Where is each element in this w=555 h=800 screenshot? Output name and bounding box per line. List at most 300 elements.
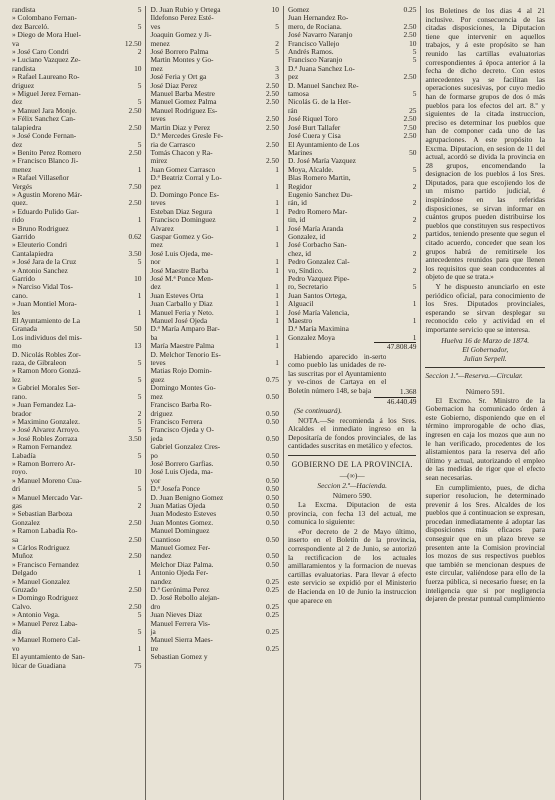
list-item xyxy=(150,73,278,81)
subscriber-name: Juan Carballo y Diaz xyxy=(150,300,213,309)
total-amount: 46.440.49 xyxy=(374,397,416,406)
list-item xyxy=(12,653,141,661)
subscriber-name: tin, id xyxy=(287,216,306,225)
subscriber-name: jeda xyxy=(150,434,163,443)
list-item xyxy=(12,40,141,48)
list-item xyxy=(288,208,416,216)
subscription-amount: 5 xyxy=(137,374,142,384)
subscriber-name: D.ª María Maximina xyxy=(287,325,349,334)
list-item xyxy=(12,23,141,31)
list-item xyxy=(150,225,278,233)
subscriber-name: José María Aranda xyxy=(287,224,344,233)
subscription-amount: 2 xyxy=(412,181,417,191)
list-item xyxy=(12,620,141,628)
subscription-amount: 5 xyxy=(137,80,142,90)
subscriber-name: menez xyxy=(12,165,32,174)
list-item xyxy=(12,292,141,300)
subscription-amount: 1 xyxy=(275,198,279,208)
list-item xyxy=(150,283,278,291)
subscriber-name: » José Alvarez Arroyo. xyxy=(12,426,80,435)
subscriber-name: Pedro Vazquez Pipe- xyxy=(287,275,350,283)
subscriber-name: Martin Diaz y Perez xyxy=(150,123,211,132)
subscription-amount: 1 xyxy=(275,206,279,216)
list-item xyxy=(150,250,278,258)
subscriber-name: Sebastian Gomez y xyxy=(150,653,208,662)
list-item xyxy=(12,443,141,451)
list-item xyxy=(150,149,278,157)
subtotal-amount: 47.808.49 xyxy=(374,342,416,351)
subscriber-name: Cantalapiedra xyxy=(12,249,54,258)
list-item xyxy=(12,325,141,333)
subscriber-name: El ayuntamiento de San- xyxy=(12,653,85,662)
list-item xyxy=(150,241,278,249)
list-item xyxy=(150,561,278,569)
list-item xyxy=(12,98,141,106)
list-item xyxy=(288,225,416,233)
subscriber-name: Maestro xyxy=(287,317,313,326)
subscription-amount: 0.50 xyxy=(266,517,279,527)
subscription-amount: 1 xyxy=(275,181,279,191)
list-item xyxy=(150,342,278,350)
subscription-amount: 2.50 xyxy=(266,80,279,90)
subscriber-name: Alguacil xyxy=(287,300,314,309)
list-item xyxy=(12,494,141,502)
subscriber-name: Joaquin Gomez y Ji- xyxy=(150,31,212,40)
subscriber-name: Manuel Ferrera Vis- xyxy=(150,619,211,628)
subscription-amount: 2 xyxy=(137,408,142,418)
list-item xyxy=(150,141,278,149)
list-item xyxy=(12,149,141,157)
nota-paragraph: NOTA.—Se recomienda á los Sres. Alcaldes el inmediato ingreso en la Depositaría de fondos provinciales, de las cantidades suscritas en metálico y efectos. xyxy=(287,415,417,451)
list-item xyxy=(150,544,278,552)
subscriber-name: D. José María Vazquez xyxy=(287,157,356,166)
list-item xyxy=(288,300,416,308)
list-item xyxy=(150,460,278,468)
list-item xyxy=(150,233,278,241)
list-item xyxy=(12,107,141,115)
subscriber-name: driguez xyxy=(150,409,173,418)
list-item xyxy=(288,233,416,241)
list-item xyxy=(12,502,141,510)
subscriber-name: Pedro Romero Mar- xyxy=(287,207,348,216)
list-item xyxy=(12,233,141,241)
list-item xyxy=(12,544,141,552)
list-item xyxy=(288,132,416,140)
list-item xyxy=(12,426,141,434)
subscriber-name: » José Jara de la Cruz xyxy=(12,258,77,267)
list-item xyxy=(288,149,416,157)
list-item xyxy=(150,208,278,216)
subscription-amount: 1 xyxy=(137,215,142,225)
list-item xyxy=(12,124,141,132)
subscriber-name: ja xyxy=(150,628,156,637)
list-item xyxy=(12,225,141,233)
subscriber-name: » Eduardo Pulido Gar- xyxy=(12,207,79,216)
subscription-amount: 2.50 xyxy=(403,131,417,141)
subscriber-name: » Colombano Fernan- xyxy=(12,14,77,23)
subscriber-name: Manuel Dominguez xyxy=(150,527,210,536)
subscriber-name: teves xyxy=(150,199,166,208)
list-item xyxy=(150,435,278,443)
list-item xyxy=(288,98,416,106)
subscription-amount: 10 xyxy=(271,6,279,14)
list-item xyxy=(288,48,416,56)
list-item xyxy=(12,317,141,325)
subscription-amount: 5 xyxy=(137,450,142,460)
list-item xyxy=(12,267,141,275)
subscriber-name: José Luis Ojeda, ma- xyxy=(150,468,213,477)
subscriber-name: D.ª Juana Sanchez Lo- xyxy=(287,64,355,73)
subscriber-name: cano. xyxy=(12,291,28,300)
subscription-amount: 2 xyxy=(412,265,417,275)
subscriber-name: Gomez xyxy=(287,6,310,14)
subscriber-name: » Francisco Blanco Ji- xyxy=(12,157,79,166)
subscriber-name: » Diego de Mora Huel- xyxy=(12,31,81,40)
subscription-amount: 2 xyxy=(275,38,279,48)
list-item xyxy=(12,452,141,460)
subscriber-name: chez, id xyxy=(287,249,311,258)
subscriber-name: José M.ª Ponce Men- xyxy=(150,275,214,283)
body-paragraph-5: El Excmo. Sr. Ministro de la Gobernacion ha comunicado órden á este Gobierno, disponiendo que en el término improrogable de ocho dias, ingresen en caja los mozos que aun no le han verificado, procedentes de los alistamientos para la reserva del año último y actual, autorizando el empleo de las medidas de rigor que el efecto sean necesarias. xyxy=(425,395,545,482)
list-item xyxy=(12,435,141,443)
subscriber-name: lúcar de Guadiana xyxy=(12,661,66,670)
subscription-amount: 0.50 xyxy=(266,500,279,510)
list-item xyxy=(12,90,141,98)
subscription-amount: 5 xyxy=(137,627,142,637)
subscription-amount: 5 xyxy=(412,89,417,99)
subscription-amount: 2.50 xyxy=(128,551,142,561)
subscriber-name: Manuel Feria y Neto. xyxy=(150,308,214,317)
subscriber-name: María Maestre Palma xyxy=(150,342,215,351)
list-item xyxy=(150,107,278,115)
subscription-amount: 1 xyxy=(275,282,279,292)
subscription-amount: 2.50 xyxy=(128,105,142,115)
list-item xyxy=(12,578,141,586)
list-item xyxy=(12,309,141,317)
subscription-amount: 7.50 xyxy=(403,122,417,132)
subscriber-name: dez Barceló. xyxy=(12,22,49,31)
subscriber-name: rán xyxy=(287,106,298,115)
section-divider-2 xyxy=(425,367,545,368)
subscriber-name: Los individuos del mis- xyxy=(12,333,83,342)
list-item xyxy=(150,367,278,375)
subscriber-name: » Luciano Vazquez Ze- xyxy=(12,56,81,65)
list-item xyxy=(12,157,141,165)
subscriber-name: Gabriel Gonzalez Cres- xyxy=(150,443,221,452)
list-item xyxy=(12,636,141,644)
subscriber-name: nandez xyxy=(150,577,172,586)
list-item xyxy=(12,73,141,81)
list-item xyxy=(288,14,416,22)
list-item xyxy=(150,65,278,73)
subscriber-name: Muñoz xyxy=(12,552,33,561)
subscription-amount: 0.25 xyxy=(266,601,279,611)
subscription-amount: 0.50 xyxy=(266,551,279,561)
subscriber-name: Regidor xyxy=(287,182,312,191)
subscriber-name: » Eleuterio Condri xyxy=(12,241,68,250)
subscription-amount: 2.50 xyxy=(403,21,417,31)
total-row xyxy=(288,397,416,406)
subscriber-name: El Ayuntamiento de Los xyxy=(287,140,360,149)
list-item xyxy=(150,90,278,98)
body-paragraph-1: La Excma. Diputacion de esta provincia, con fecha 13 del actual, me comunica lo siguiente: xyxy=(287,500,417,527)
subtotal-row xyxy=(288,342,416,351)
list-item xyxy=(12,6,141,14)
subscriber-name: tamosa xyxy=(287,90,309,99)
list-item xyxy=(150,552,278,560)
subscriber-name: » Manuel Moreno Cua- xyxy=(12,476,82,485)
subscriber-name: Delgado xyxy=(12,569,38,578)
list-item xyxy=(288,199,416,207)
subscriber-name: ba xyxy=(150,333,158,342)
subscriber-name: » Félix Sanchez Can- xyxy=(12,115,76,124)
column-4 xyxy=(420,6,549,800)
list-item xyxy=(288,283,416,291)
list-item xyxy=(12,31,141,39)
subscription-amount: 10 xyxy=(134,467,142,477)
column-2 xyxy=(145,6,282,800)
subscriber-name: José Luis Ojeda, me- xyxy=(150,249,213,258)
list-item xyxy=(12,552,141,560)
subscriber-name: José Maestre Barba xyxy=(150,266,209,275)
subscription-amount: 5 xyxy=(412,282,417,292)
list-item xyxy=(288,90,416,98)
subscription-amount: 3.50 xyxy=(128,248,142,258)
subscription-amount: 1 xyxy=(275,290,279,300)
subscriber-name: Garrido xyxy=(12,275,35,283)
subscriber-name: D. Melchor Tenorio Es- xyxy=(150,350,221,359)
list-item xyxy=(288,241,416,249)
subscription-amount: 1 xyxy=(275,341,279,351)
signature-title: El Gobernador, xyxy=(462,344,509,354)
list-item xyxy=(12,611,141,619)
subscription-amount: 2.50 xyxy=(266,97,279,107)
subscriber-name: Matias Rojo Domin- xyxy=(150,367,212,376)
subscriber-name: » Manuel Perez Laba- xyxy=(12,619,78,628)
subscription-amount: 5 xyxy=(137,257,142,267)
subscription-amount: 1 xyxy=(275,265,279,275)
list-item xyxy=(150,292,278,300)
subscriber-name: Francisco Dominguez xyxy=(150,216,216,225)
subscription-amount: 75 xyxy=(134,660,142,670)
subscriber-name: gas xyxy=(12,501,22,510)
continued-note: (Se continuará). xyxy=(293,406,342,416)
subscriber-name: Vergés xyxy=(12,182,32,191)
subscription-amount: 0.25 xyxy=(266,585,279,595)
list-item xyxy=(150,300,278,308)
subscription-amount: 2.50 xyxy=(128,534,142,544)
list-item xyxy=(150,418,278,426)
list-item xyxy=(150,510,278,518)
subscriber-name: día xyxy=(12,628,22,637)
list-item xyxy=(150,115,278,123)
subscriber-name: pez xyxy=(287,73,299,82)
subscriber-name: Manuel José Ojeda xyxy=(150,317,208,326)
list-item xyxy=(150,258,278,266)
subscriber-name: nor xyxy=(150,258,161,267)
subscriber-name: dri xyxy=(12,485,21,494)
section-heading: Seccion 2.ª—Hacienda. xyxy=(317,481,387,490)
list-item xyxy=(12,115,141,123)
subscriber-name: po xyxy=(150,451,158,460)
list-item xyxy=(12,410,141,418)
column-1 xyxy=(8,6,145,800)
list-item xyxy=(150,174,278,182)
subscriber-name: mez xyxy=(150,241,163,250)
subscriber-name: vo xyxy=(12,644,20,653)
signature-name: Julian Serpell. xyxy=(463,353,507,363)
subscriber-name: » Ramon Borrero Ar- xyxy=(12,459,76,468)
list-item xyxy=(12,141,141,149)
list-item xyxy=(12,48,141,56)
list-item xyxy=(150,494,278,502)
subscriber-name: José Diaz Perez xyxy=(150,81,198,90)
subscriber-name: » Narciso Vidal Tos- xyxy=(12,283,73,292)
subscriber-name: » José Robles Zorraza xyxy=(12,434,78,443)
list-item xyxy=(150,452,278,460)
subscriber-name: » José Caro Condri xyxy=(12,48,69,57)
subscription-amount: 0.50 xyxy=(266,484,279,494)
subscriber-name: Francisco Ferrera xyxy=(150,417,203,426)
list-item xyxy=(288,73,416,81)
subscriber-name: va xyxy=(12,39,19,48)
subscription-amount: 2 xyxy=(412,215,417,225)
subscriber-name: José María Valencia, xyxy=(287,308,350,317)
subscriber-name: José Cuera y Cisa xyxy=(287,132,341,141)
list-item xyxy=(12,174,141,182)
list-item xyxy=(12,65,141,73)
subscriber-name: ves xyxy=(150,22,161,31)
subscription-amount: 3 xyxy=(275,72,279,82)
list-item xyxy=(150,578,278,586)
subscription-amount: 0.25 xyxy=(266,643,279,653)
subscriber-name: El Ayuntamiento de La xyxy=(12,317,81,326)
subscription-amount: 5 xyxy=(137,416,142,426)
subscription-amount: 1 xyxy=(137,307,142,317)
subscriber-name: Gaspar Gomez y Go- xyxy=(150,232,214,241)
body-paragraph-3: los Boletines de los dias 4 al 21 inclusive. Por consecuencia de las citadas disposiciones, la Diputacion tiene que intervenir en aquellos trabajos, y á este propósito se han reunido las cartillas evaluatorias correspondientes á época anterior á la fecha de dicho decreto. Con estos antecedentes ya se facilitan las operaciones sucesivas, por cuyo medio han de formarse grupos de dos ó más pueblos para los efectos del art. 8.º y siguientes de la citada instruccion, preciso es determinar los pueblos que han de componer cada uno de las agrupaciones. A este propósito la Excma. Diputacion, en sesion de 11 del actual, acordó se divida la provincia en 28 grupos, encomendando la designacion de los pueblos á los Sres. Diputados, para que escojiendo los de un mismo partido judicial, é inspirándose en las referidas disposiciones, se sirvan informar en cuántos grupos pueden distribuirse los pueblos que constituyen sus respectivos partidos, teniendo presente que segun el citado acuerdo, conceder que sean los grupos habrá de remitirsele los antecedentes reunidos para que llenen los requisitos que sean conducentes al objeto de que se trata.» xyxy=(425,6,545,282)
subscriber-name: mero, de Rociana. xyxy=(287,22,342,31)
subscription-amount: 2 xyxy=(412,198,417,208)
list-item xyxy=(288,325,416,333)
list-item xyxy=(150,527,278,535)
list-item xyxy=(288,250,416,258)
body-paragraph-4: Y he dispuesto anunciarlo en este periódico oficial, para conocimiento de los Sres. Diputados provinciales, esperando se sirvan desplegar su reconocido celo y actividad en el importante servicio que se interesa. xyxy=(425,282,545,334)
subscriber-name: dez xyxy=(150,283,161,292)
subscription-amount: 2.50 xyxy=(266,89,279,99)
subscriber-name: » Ramon Moro Gonzá- xyxy=(12,367,81,376)
list-item xyxy=(150,48,278,56)
list-item xyxy=(288,124,416,132)
list-item xyxy=(150,519,278,527)
subscriber-name: quez. xyxy=(12,199,28,208)
list-item xyxy=(12,468,141,476)
list-item xyxy=(12,216,141,224)
subscriber-name: » Manuel Mercado Var- xyxy=(12,493,83,502)
subscriber-name: José Riquel Toro xyxy=(287,115,338,124)
list-item xyxy=(150,31,278,39)
subscription-amount: 0.25 xyxy=(266,576,279,586)
list-item xyxy=(150,325,278,333)
subscriber-name: Gonzalez, id xyxy=(287,232,326,241)
subscription-amount: 10 xyxy=(134,63,142,73)
subscription-amount: 1 xyxy=(137,290,142,300)
list-item xyxy=(12,401,141,409)
list-item xyxy=(150,611,278,619)
list-item xyxy=(12,477,141,485)
list-item xyxy=(12,662,141,670)
list-item xyxy=(288,191,416,199)
subscription-amount: 5 xyxy=(137,139,142,149)
list-item xyxy=(150,56,278,64)
list-item xyxy=(150,317,278,325)
subscriber-name: » Antonio Vega. xyxy=(12,611,60,620)
subscription-amount: 0.50 xyxy=(266,458,279,468)
subscriber-name: Granada xyxy=(12,325,38,334)
subscription-amount: 2.50 xyxy=(128,147,142,157)
subscriber-name: D. Juan Rubio y Ortega xyxy=(150,6,221,14)
document-number: Número 590. xyxy=(332,491,372,500)
list-item xyxy=(150,620,278,628)
list-item xyxy=(150,653,278,661)
subscription-amount: 5 xyxy=(412,55,417,65)
list-item xyxy=(12,359,141,367)
list-item xyxy=(12,393,141,401)
deduction-row xyxy=(288,352,416,397)
subscription-amount: 5 xyxy=(137,21,142,31)
subscriber-name: Melchor Diaz Palma. xyxy=(150,560,214,569)
subscriber-name: Martin Montes y Go- xyxy=(150,56,214,65)
subscriber-name: Juan Hernandez Ro- xyxy=(287,14,349,23)
list-item xyxy=(150,443,278,451)
subscription-amount: 0.50 xyxy=(266,408,279,418)
list-item xyxy=(150,216,278,224)
subscriber-name: D.ª Josefa Ponce xyxy=(150,485,200,494)
subscriber-name: » Manuel Romero Cal- xyxy=(12,636,81,645)
list-item xyxy=(12,376,141,384)
subscriber-name: Nicolás G. de la Her- xyxy=(287,98,351,107)
subscription-amount: 1 xyxy=(137,643,142,653)
subscriber-name: driguez xyxy=(12,81,35,90)
subscription-amount: 2.50 xyxy=(128,198,142,208)
list-item xyxy=(150,166,278,174)
list-item xyxy=(150,40,278,48)
list-item xyxy=(288,216,416,224)
subscription-amount: 5 xyxy=(137,425,142,435)
subscriber-name: Moya, Alcalde. xyxy=(287,165,334,174)
subscription-amount: 10 xyxy=(409,38,417,48)
list-item xyxy=(288,258,416,266)
subscription-amount: 2.50 xyxy=(266,139,279,149)
list-item xyxy=(288,334,416,342)
subscriber-name: dro xyxy=(150,602,161,611)
subscriber-name: Juan Montes Gomez. xyxy=(150,518,214,527)
subscriber-name: ria de Carrasco xyxy=(150,140,196,149)
subscriber-name: les xyxy=(12,308,21,317)
subscriber-name: Francisco Vallejo xyxy=(287,39,340,48)
list-item xyxy=(150,468,278,476)
subscriber-name: » Ramon Labadía Ro- xyxy=(12,527,78,536)
list-item xyxy=(12,275,141,283)
subscription-amount: 5 xyxy=(137,6,142,14)
subscription-amount: 5 xyxy=(412,164,417,174)
subscriber-name: » Manuel Gonzalez xyxy=(12,577,70,586)
list-item xyxy=(150,132,278,140)
list-item xyxy=(12,250,141,258)
subscriber-name: » Ramon Fernandez xyxy=(12,443,72,452)
document-number-2: Número 591. xyxy=(465,386,505,396)
list-item xyxy=(12,82,141,90)
